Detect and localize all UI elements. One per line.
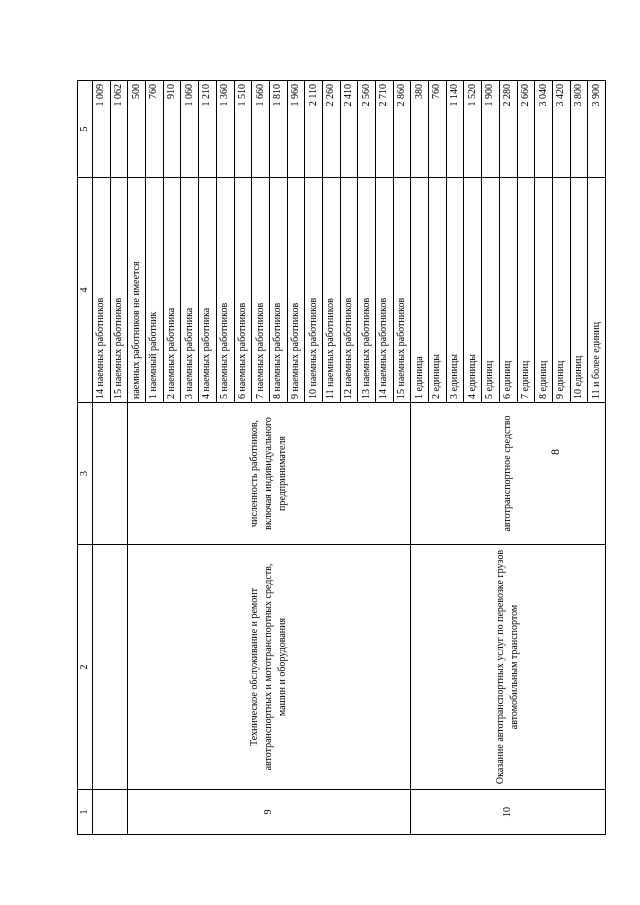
row-value: 2 260 xyxy=(322,81,340,178)
row-desc: 12 наемных работников xyxy=(340,178,358,403)
row-desc: 3 наемных работника xyxy=(181,178,199,403)
row-value: 760 xyxy=(146,81,164,178)
row-desc: 13 наемных работников xyxy=(358,178,376,403)
row-desc: 4 единицы xyxy=(464,178,482,403)
row-value: 1 810 xyxy=(269,81,287,178)
row-desc: 7 наемных работников xyxy=(252,178,270,403)
row-desc: 7 единиц xyxy=(517,178,535,403)
section-10-activity: Оказание автотранспортных услуг по перевозке грузов автомобильным транспортом xyxy=(411,545,606,790)
row-value: 2 280 xyxy=(499,81,517,178)
rotated-table-area xyxy=(77,81,602,835)
row-desc: 6 единиц xyxy=(499,178,517,403)
section-9-activity: Техническое обслуживание и ремонт автотранспортных и мототранспортных средств, машин и оборудования xyxy=(128,545,411,790)
row-value: 3 900 xyxy=(588,81,606,178)
row-value: 760 xyxy=(429,81,447,178)
table-body xyxy=(78,81,606,835)
row-desc: 1 единица xyxy=(411,178,429,403)
row-desc: 11 и более единиц xyxy=(588,178,606,403)
header-cell-4: 4 xyxy=(78,178,93,403)
row-value: 1 210 xyxy=(199,81,217,178)
header-cell-3: 3 xyxy=(78,403,93,545)
row-desc: 2 наемных работника xyxy=(163,178,181,403)
row-value: 500 xyxy=(128,81,146,178)
row-desc: 11 наемных работников xyxy=(322,178,340,403)
row-desc: 2 единицы xyxy=(429,178,447,403)
row-value: 2 110 xyxy=(305,81,323,178)
row-desc: 6 наемных работников xyxy=(234,178,252,403)
table-row xyxy=(93,81,111,835)
empty-cell xyxy=(93,403,128,545)
row-desc: 8 единиц xyxy=(535,178,553,403)
row-desc: 10 единиц xyxy=(570,178,588,403)
row-value: 3 040 xyxy=(535,81,553,178)
row-desc: 10 наемных работников xyxy=(305,178,323,403)
table-rotator xyxy=(77,81,602,835)
row-desc: 4 наемных работника xyxy=(199,178,217,403)
table-row xyxy=(411,81,429,835)
row-desc: 1 наемный работник xyxy=(146,178,164,403)
section-10-number: 10 xyxy=(411,790,606,835)
header-cell-2: 2 xyxy=(78,545,93,790)
row-value: 1 520 xyxy=(464,81,482,178)
row-value: 2 710 xyxy=(376,81,394,178)
row-desc: 15 наемных работников xyxy=(393,178,411,403)
header-cell-5: 5 xyxy=(78,81,93,178)
row-value: 910 xyxy=(163,81,181,178)
row-value: 2 660 xyxy=(517,81,535,178)
row-desc: 3 единицы xyxy=(446,178,464,403)
row-value: 1 900 xyxy=(482,81,500,178)
row-desc: наемных работников не имеется xyxy=(128,178,146,403)
header-cell-1: 1 xyxy=(78,790,93,835)
row-desc: 15 наемных работников xyxy=(110,178,128,403)
row-value: 2 410 xyxy=(340,81,358,178)
row-value: 1 960 xyxy=(287,81,305,178)
row-value: 1 660 xyxy=(252,81,270,178)
empty-cell xyxy=(93,790,128,835)
page-number: 8 xyxy=(548,449,562,455)
row-value: 1 140 xyxy=(446,81,464,178)
row-desc: 8 наемных работников xyxy=(269,178,287,403)
empty-cell xyxy=(93,545,128,790)
row-value: 2 560 xyxy=(358,81,376,178)
row-value: 3 800 xyxy=(570,81,588,178)
row-value: 380 xyxy=(411,81,429,178)
row-value: 1 062 xyxy=(110,81,128,178)
row-desc: 5 единиц xyxy=(482,178,500,403)
section-9-number: 9 xyxy=(128,790,411,835)
row-value: 3 420 xyxy=(552,81,570,178)
row-value: 1 060 xyxy=(181,81,199,178)
row-desc: 14 наемных работников xyxy=(376,178,394,403)
row-value: 1 510 xyxy=(234,81,252,178)
row-value: 1 360 xyxy=(216,81,234,178)
row-desc: 9 наемных работников xyxy=(287,178,305,403)
row-desc: 14 наемных работников xyxy=(93,178,111,403)
table-row xyxy=(128,81,146,835)
section-9-indicator: численность работников, включая индивидуального предпринимателя xyxy=(128,403,411,545)
section-10-indicator: автотранспортное средство xyxy=(411,403,606,545)
header-row xyxy=(78,81,93,835)
row-value: 2 860 xyxy=(393,81,411,178)
row-value: 1 009 xyxy=(93,81,111,178)
tariff-table xyxy=(77,80,606,835)
row-desc: 9 единиц xyxy=(552,178,570,403)
row-desc: 5 наемных работников xyxy=(216,178,234,403)
